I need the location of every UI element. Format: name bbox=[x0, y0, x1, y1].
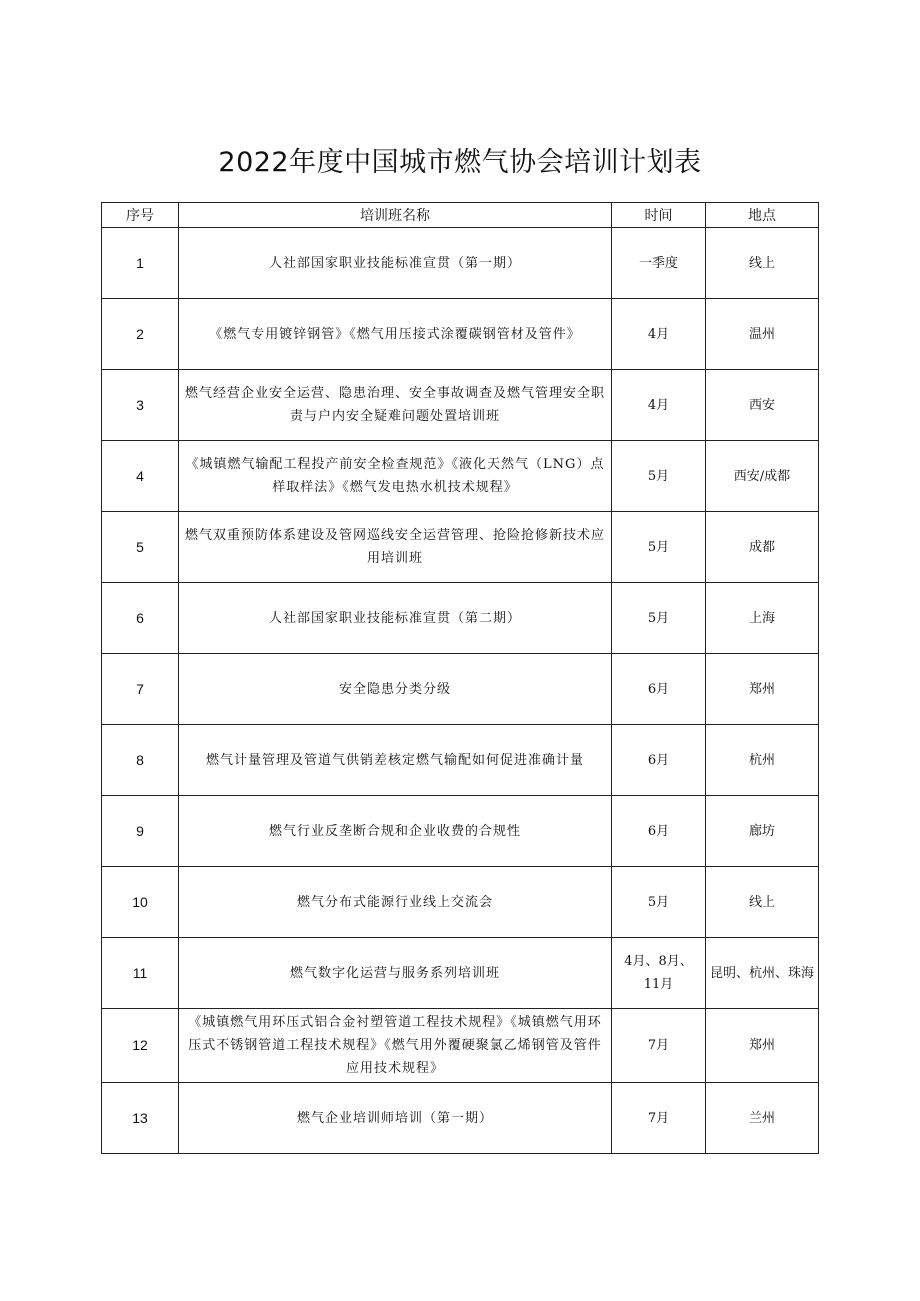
cell-name: 燃气数字化运营与服务系列培训班 bbox=[179, 938, 612, 1009]
cell-time: 4月 bbox=[612, 370, 706, 441]
table-row bbox=[102, 441, 819, 512]
cell-name: 燃气分布式能源行业线上交流会 bbox=[179, 867, 612, 938]
page-title: 2022年度中国城市燃气协会培训计划表 bbox=[218, 147, 702, 178]
table-row bbox=[102, 370, 819, 441]
cell-seq: 12 bbox=[102, 1009, 179, 1083]
header-name: 培训班名称 bbox=[179, 203, 612, 228]
table-row bbox=[102, 1083, 819, 1154]
cell-seq: 7 bbox=[102, 654, 179, 725]
cell-name: 《城镇燃气用环压式铝合金衬塑管道工程技术规程》《城镇燃气用环压式不锈钢管道工程技术规程》《燃气用外覆硬聚氯乙烯钢管及管件应用技术规程》 bbox=[179, 1009, 612, 1083]
cell-name: 燃气经营企业安全运营、隐患治理、安全事故调查及燃气管理安全职责与户内安全疑难问题处置培训班 bbox=[179, 370, 612, 441]
table-row bbox=[102, 583, 819, 654]
cell-place: 西安/成都 bbox=[706, 441, 819, 512]
cell-seq: 10 bbox=[102, 867, 179, 938]
cell-name: 燃气企业培训师培训（第一期） bbox=[179, 1083, 612, 1154]
cell-name: 燃气计量管理及管道气供销差核定燃气输配如何促进准确计量 bbox=[179, 725, 612, 796]
cell-place: 廊坊 bbox=[706, 796, 819, 867]
cell-place: 西安 bbox=[706, 370, 819, 441]
cell-name: 安全隐患分类分级 bbox=[179, 654, 612, 725]
header-time: 时间 bbox=[612, 203, 706, 228]
cell-seq: 11 bbox=[102, 938, 179, 1009]
header-place: 地点 bbox=[706, 203, 819, 228]
cell-place: 兰州 bbox=[706, 1083, 819, 1154]
cell-time: 5月 bbox=[612, 441, 706, 512]
cell-seq: 5 bbox=[102, 512, 179, 583]
cell-name: 《燃气专用镀锌钢管》《燃气用压接式涂覆碳钢管材及管件》 bbox=[179, 299, 612, 370]
cell-name: 燃气行业反垄断合规和企业收费的合规性 bbox=[179, 796, 612, 867]
cell-name: 《城镇燃气输配工程投产前安全检查规范》《液化天然气（LNG）点样取样法》《燃气发电热水机技术规程》 bbox=[179, 441, 612, 512]
cell-seq: 8 bbox=[102, 725, 179, 796]
cell-place: 线上 bbox=[706, 228, 819, 299]
cell-place: 上海 bbox=[706, 583, 819, 654]
cell-place: 成都 bbox=[706, 512, 819, 583]
cell-seq: 1 bbox=[102, 228, 179, 299]
cell-time: 6月 bbox=[612, 796, 706, 867]
table-row bbox=[102, 867, 819, 938]
cell-time: 6月 bbox=[612, 725, 706, 796]
cell-place: 郑州 bbox=[706, 1009, 819, 1083]
table-row bbox=[102, 512, 819, 583]
cell-seq: 9 bbox=[102, 796, 179, 867]
table-row bbox=[102, 938, 819, 1009]
cell-time: 一季度 bbox=[612, 228, 706, 299]
cell-place: 杭州 bbox=[706, 725, 819, 796]
cell-time: 5月 bbox=[612, 512, 706, 583]
training-plan-table bbox=[101, 202, 819, 1154]
cell-name: 人社部国家职业技能标准宣贯（第一期） bbox=[179, 228, 612, 299]
cell-seq: 3 bbox=[102, 370, 179, 441]
table-row bbox=[102, 796, 819, 867]
table-row bbox=[102, 1009, 819, 1083]
cell-time: 7月 bbox=[612, 1009, 706, 1083]
cell-seq: 2 bbox=[102, 299, 179, 370]
table-row bbox=[102, 654, 819, 725]
table-row bbox=[102, 228, 819, 299]
cell-place: 昆明、杭州、珠海 bbox=[706, 938, 819, 1009]
cell-seq: 4 bbox=[102, 441, 179, 512]
table-row bbox=[102, 725, 819, 796]
cell-seq: 6 bbox=[102, 583, 179, 654]
cell-name: 人社部国家职业技能标准宣贯（第二期） bbox=[179, 583, 612, 654]
cell-time: 5月 bbox=[612, 867, 706, 938]
table-row bbox=[102, 299, 819, 370]
cell-name: 燃气双重预防体系建设及管网巡线安全运营管理、抢险抢修新技术应用培训班 bbox=[179, 512, 612, 583]
header-seq: 序号 bbox=[102, 203, 179, 228]
cell-time: 4月、8月、11月 bbox=[612, 938, 706, 1009]
cell-place: 温州 bbox=[706, 299, 819, 370]
cell-seq: 13 bbox=[102, 1083, 179, 1154]
cell-time: 6月 bbox=[612, 654, 706, 725]
cell-time: 4月 bbox=[612, 299, 706, 370]
cell-time: 7月 bbox=[612, 1083, 706, 1154]
cell-place: 郑州 bbox=[706, 654, 819, 725]
cell-place: 线上 bbox=[706, 867, 819, 938]
table-header-row bbox=[102, 203, 819, 228]
cell-time: 5月 bbox=[612, 583, 706, 654]
